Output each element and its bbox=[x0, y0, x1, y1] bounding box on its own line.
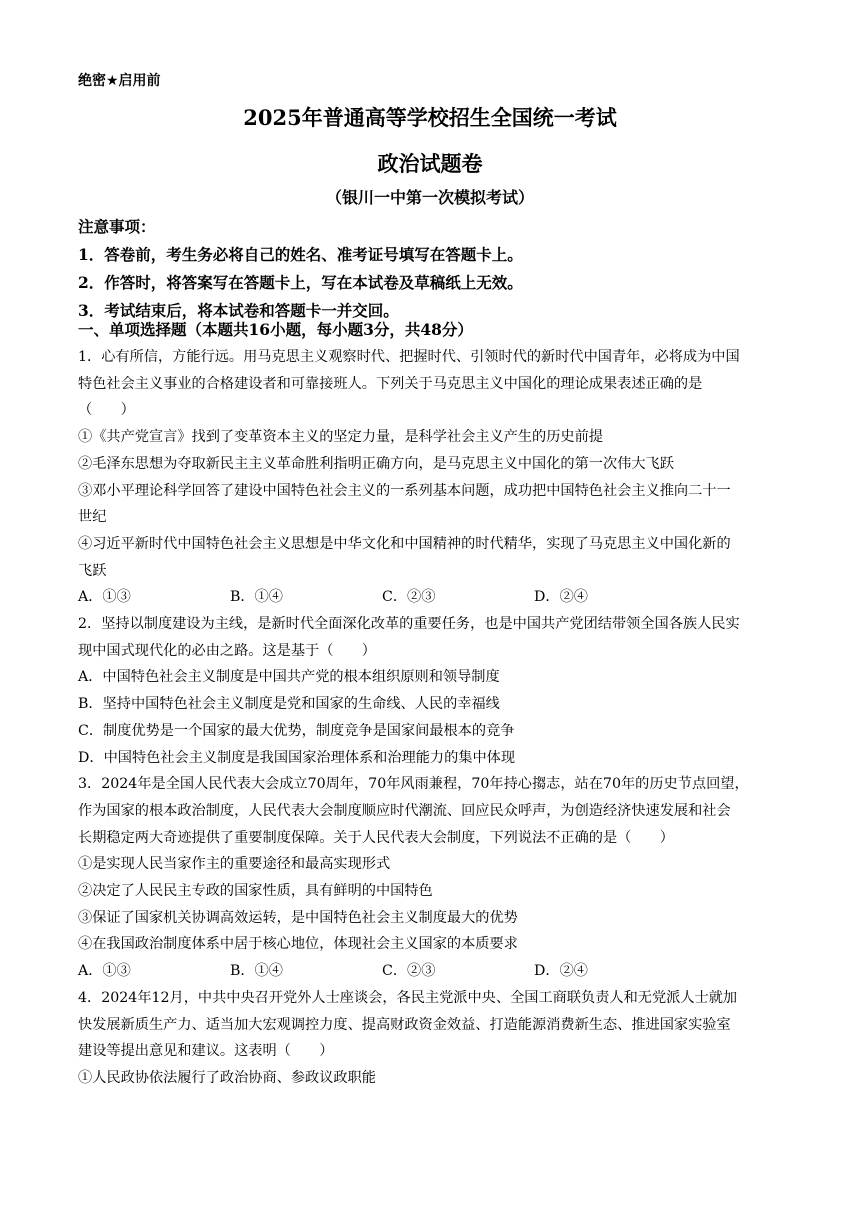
question-stem: 2．坚持以制度建设为主线，是新时代全面深化改革的重要任务，也是中国共产党团结带领全国各族人民实 bbox=[78, 616, 740, 633]
statement-2: ②决定了人民民主专政的国家性质，具有鲜明的中国特色 bbox=[78, 883, 433, 900]
question-stem: 作为国家的根本政治制度，人民代表大会制度顺应时代潮流、回应民众呼声，为创造经济快速发展和社会 bbox=[78, 802, 731, 819]
options-row bbox=[78, 958, 784, 985]
option-b: B．①④ bbox=[230, 589, 283, 606]
question-2 bbox=[78, 611, 784, 771]
option-a: A．①③ bbox=[78, 589, 131, 606]
question-stem: 3．2024年是全国人民代表大会成立70周年，70年风雨兼程，70年持心搊志，站在70年的历史节点回望， bbox=[78, 776, 749, 793]
statement-2: ②毛泽东思想为夺取新民主主义革命胜利指明正确方向，是马克思主义中国化的第一次伟大飞跃 bbox=[78, 455, 674, 472]
statement-4: ④习近平新时代中国特色社会主义思想是中华文化和中国精神的时代精华，实现了马克思主义中国化新的 bbox=[78, 535, 731, 552]
option-c: C．制度优势是一个国家的最大优势，制度竞争是国家间最根本的竞争 bbox=[78, 722, 515, 739]
confidential-label: 绝密★启用前 bbox=[78, 73, 161, 89]
question-4 bbox=[78, 985, 784, 1092]
option-c: C．②③ bbox=[382, 963, 436, 980]
notice-title: 注意事项： bbox=[78, 217, 156, 236]
question-stem: 1．心有所信，方能行远。用马克思主义观察时代、把握时代、引领时代的新时代中国青年，必将成为中国 bbox=[78, 349, 740, 365]
option-a: A．①③ bbox=[78, 963, 131, 980]
statement-1: ①人民政协依法履行了政治协商、参政议政职能 bbox=[78, 1069, 376, 1086]
subject-title: 政治试题卷 bbox=[377, 151, 483, 176]
exam-note: （银川一中第一次模拟考试） bbox=[325, 188, 534, 207]
statement-3-cont: 世纪 bbox=[78, 509, 107, 526]
notice-item: 3．考试结束后，将本试卷和答题卡一并交回。 bbox=[78, 301, 399, 320]
option-d: D．②④ bbox=[534, 963, 588, 980]
question-stem: 现中国式现代化的必由之路。这是基于（ ） bbox=[78, 642, 376, 659]
exam-title: 2025年普通高等学校招生全国统一考试 bbox=[243, 105, 617, 130]
question-1 bbox=[78, 344, 784, 611]
question-stem: 4．2024年12月，中共中央召开党外人士座谈会，各民主党派中央、全国工商联负责人和无党派人士就加 bbox=[78, 989, 738, 1006]
question-list bbox=[78, 344, 784, 1092]
statement-4-cont: 飞跃 bbox=[78, 562, 107, 579]
option-b: B．①④ bbox=[230, 963, 283, 980]
options-row bbox=[78, 584, 784, 611]
question-stem: 长期稳定两大奇迹提供了重要制度保障。关于人民代表大会制度，下列说法不正确的是（ ） bbox=[78, 829, 674, 846]
option-a: A．中国特色社会主义制度是中国共产党的根本组织原则和领导制度 bbox=[78, 669, 500, 686]
notice-item: 1．答卷前，考生务必将自己的姓名、准考证号填写在答题卡上。 bbox=[78, 245, 523, 264]
question-stem: 建设等提出意见和建议。这表明（ ） bbox=[78, 1043, 334, 1060]
option-c: C．②③ bbox=[382, 589, 436, 606]
statement-4: ④在我国政治制度体系中居于核心地位，体现社会主义国家的本质要求 bbox=[78, 936, 518, 953]
answer-paren: （ ） bbox=[78, 402, 135, 419]
notice-item: 2．作答时，将答案写在答题卡上，写在本试卷及草稿纸上无效。 bbox=[78, 273, 523, 292]
statement-1: ①《共产党宣言》找到了变革资本主义的坚定力量，是科学社会主义产生的历史前提 bbox=[78, 429, 603, 446]
question-stem: 快发展新质生产力、适当加大宏观调控力度、提高财政资金效益、打造能源消费新生态、推进国家实验室 bbox=[78, 1016, 731, 1033]
option-b: B．坚持中国特色社会主义制度是党和国家的生命线、人民的幸福线 bbox=[78, 696, 500, 713]
statement-3: ③保证了国家机关协调高效运转，是中国特色社会主义制度最大的优势 bbox=[78, 909, 518, 926]
question-3 bbox=[78, 771, 784, 985]
question-stem: 特色社会主义事业的合格建设者和可靠接班人。下列关于马克思主义中国化的理论成果表述正确的是 bbox=[78, 375, 703, 392]
statement-3: ③邓小平理论科学回答了建设中国特色社会主义的一系列基本问题，成功把中国特色社会主义推向二十一 bbox=[78, 482, 731, 499]
option-d: D．②④ bbox=[534, 589, 588, 606]
section-heading: 一、单项选择题（本题共16小题，每小题3分，共48分） bbox=[78, 320, 473, 339]
notice-list bbox=[78, 241, 788, 325]
option-d: D．中国特色社会主义制度是我国国家治理体系和治理能力的集中体现 bbox=[78, 749, 516, 766]
statement-1: ①是实现人民当家作主的重要途径和最高实现形式 bbox=[78, 856, 391, 873]
